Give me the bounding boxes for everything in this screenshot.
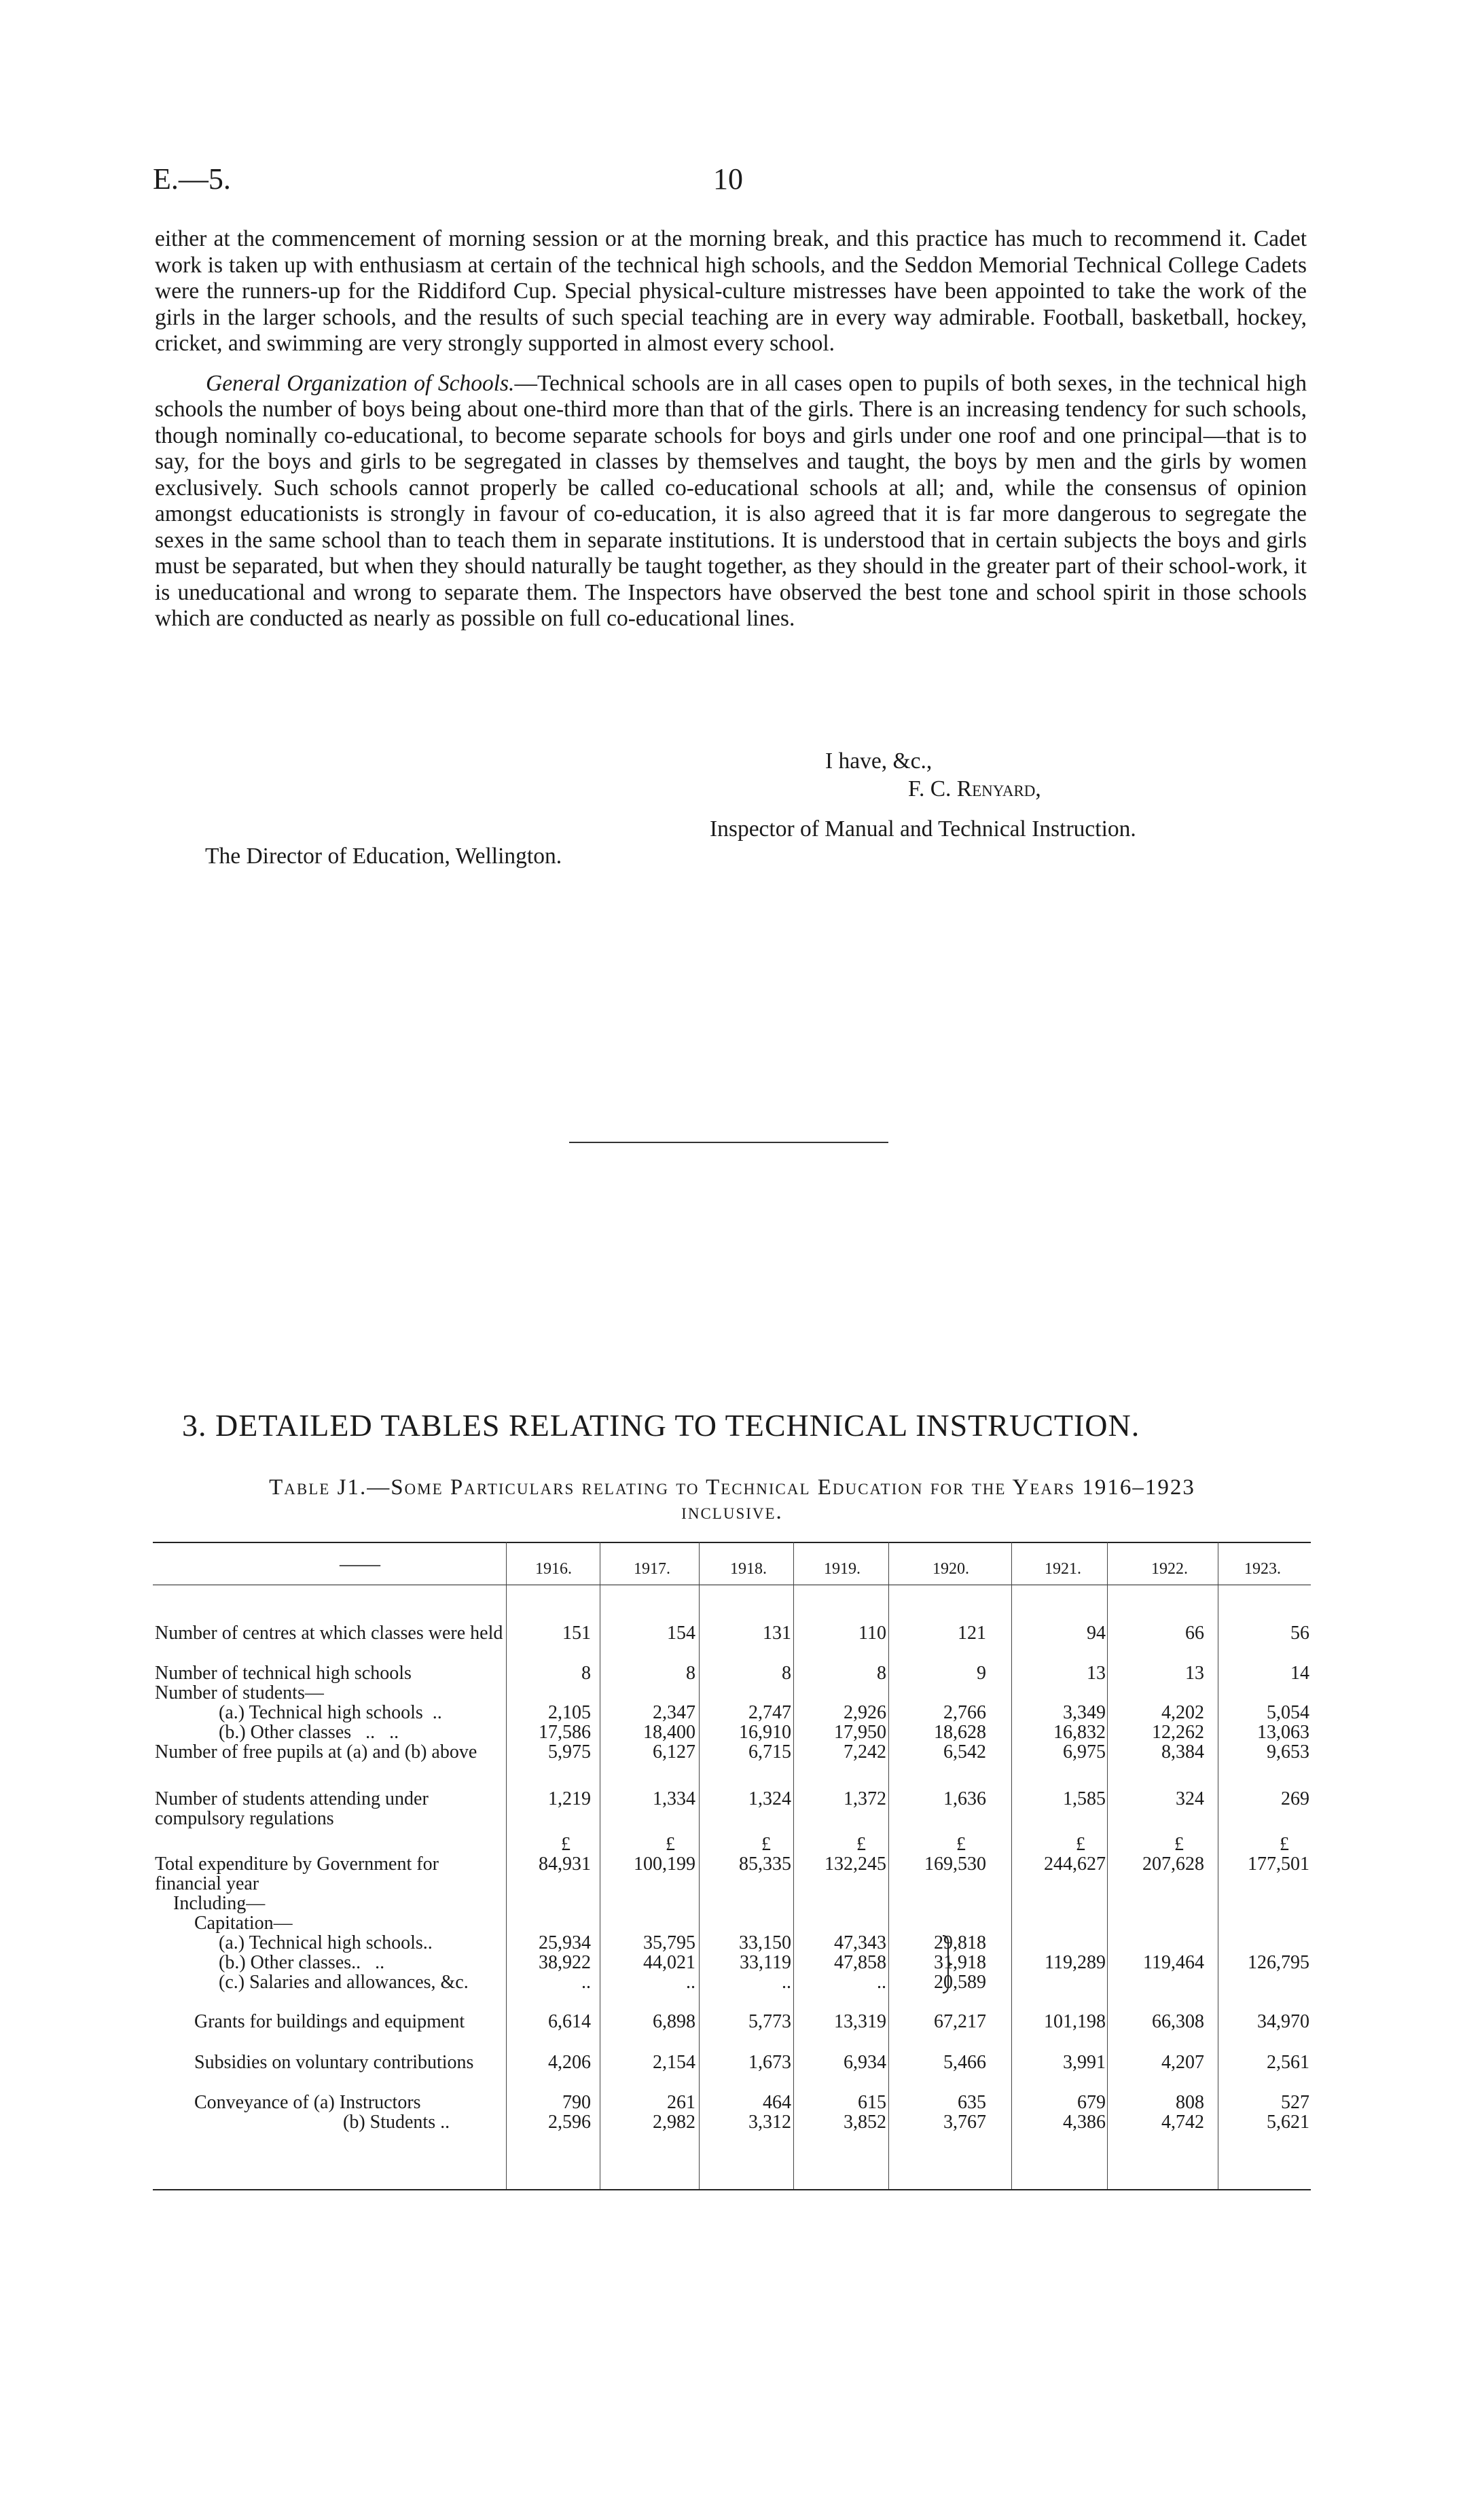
cell-grants-1922: 66,308 (1152, 2011, 1204, 2032)
cell-cap-b-1923: 126,795 (1248, 1952, 1309, 1973)
cell-conv-a-1919: 615 (858, 2092, 886, 2113)
cell-subsidies-1918: 1,673 (748, 2052, 791, 2073)
cell-conv-b-1921: 4,386 (1063, 2112, 1106, 2133)
cell-total-1919: 132,245 (825, 1854, 886, 1875)
addressee: The Director of Education, Wellington. (205, 844, 562, 869)
label-text: (b.) Other classes (219, 1952, 352, 1973)
cell-compulsory-1919: 1,372 (844, 1788, 886, 1809)
currency-symbol: £ (956, 1834, 966, 1855)
cell-students-a-1919: 2,926 (844, 1702, 886, 1723)
cell-cap-a-1920: 29,818 (934, 1932, 986, 1953)
cell-tech-high-1922: 13 (1185, 1663, 1204, 1684)
cell-grants-1916: 6,614 (548, 2011, 591, 2032)
currency-symbol: £ (856, 1834, 866, 1855)
cell-conv-a-1921: 679 (1077, 2092, 1106, 2113)
cell-compulsory-1918: 1,324 (748, 1788, 791, 1809)
year-header-1921: 1921. (1045, 1560, 1081, 1578)
cell-free-1918: 6,715 (748, 1741, 791, 1763)
cell-cap-b-1920: 31,918 (934, 1952, 986, 1973)
cell-total-1918: 85,335 (739, 1854, 791, 1875)
cell-centres-1919: 110 (858, 1623, 886, 1644)
row-label-compulsory: Number of students attending under compulsory regulations (155, 1788, 429, 1829)
cell-conv-b-1917: 2,982 (653, 2112, 695, 2133)
cell-conv-b-1916: 2,596 (548, 2112, 591, 2133)
cell-subsidies-1921: 3,991 (1063, 2052, 1106, 2073)
cell-compulsory-1921: 1,585 (1063, 1788, 1106, 1809)
signatory-name: F. C. Renyard, (908, 776, 1041, 801)
cell-free-1917: 6,127 (653, 1741, 695, 1763)
column-divider (1107, 1542, 1108, 2189)
cell-centres-1921: 94 (1087, 1623, 1106, 1644)
cell-cap-c-1917: .. (686, 1972, 695, 1993)
row-label-capitation: Capitation— (194, 1913, 293, 1934)
row-label-conv-a: Conveyance of (a) Instructors (194, 2092, 421, 2113)
table-corner: —— (340, 1553, 380, 1575)
cell-conv-a-1920: 635 (958, 2092, 986, 2113)
year-header-1918: 1918. (730, 1560, 767, 1578)
cell-tech-high-1919: 8 (877, 1663, 886, 1684)
cell-students-b-1921: 16,832 (1053, 1722, 1106, 1743)
cell-students-b-1916: 17,586 (539, 1722, 591, 1743)
currency-symbol: £ (561, 1834, 571, 1855)
cell-conv-b-1918: 3,312 (748, 2112, 791, 2133)
cell-students-a-1916: 2,105 (548, 1702, 591, 1723)
cell-free-1923: 9,653 (1267, 1741, 1309, 1763)
page-number: 10 (713, 162, 743, 196)
cell-subsidies-1917: 2,154 (653, 2052, 695, 2073)
cell-conv-a-1922: 808 (1176, 2092, 1204, 2113)
cell-total-1921: 244,627 (1044, 1854, 1106, 1875)
cell-total-1916: 84,931 (539, 1854, 591, 1875)
cell-grants-1921: 101,198 (1044, 2011, 1106, 2032)
cell-centres-1917: 154 (667, 1623, 695, 1644)
paragraph-2-heading: General Organization of Schools. (206, 370, 515, 396)
row-label-tech-high: Number of technical high schools (155, 1663, 412, 1684)
cell-students-a-1921: 3,349 (1063, 1702, 1106, 1723)
cell-centres-1922: 66 (1185, 1623, 1204, 1644)
cell-conv-b-1923: 5,621 (1267, 2112, 1309, 2133)
cell-cap-c-1919: .. (877, 1972, 886, 1993)
cell-total-1920: 169,530 (924, 1854, 986, 1875)
cell-grants-1919: 13,319 (834, 2011, 886, 2032)
cell-students-b-1923: 13,063 (1257, 1722, 1309, 1743)
paragraph-2 (155, 371, 1307, 632)
cell-centres-1916: 151 (562, 1623, 591, 1644)
label-text: (b.) Other classes (219, 1722, 352, 1743)
cell-conv-a-1916: 790 (562, 2092, 591, 2113)
row-label-students: Number of students— (155, 1682, 324, 1703)
cell-conv-b-1922: 4,742 (1161, 2112, 1204, 2133)
year-header-1917: 1917. (634, 1560, 670, 1578)
cell-grants-1918: 5,773 (748, 2011, 791, 2032)
cell-free-1922: 8,384 (1161, 1741, 1204, 1763)
cell-tech-high-1920: 9 (977, 1663, 986, 1684)
cell-total-1917: 100,199 (634, 1854, 695, 1875)
table-bottom-rule (153, 2189, 1311, 2190)
cell-cap-b-1922: 119,464 (1143, 1952, 1204, 1973)
cell-students-a-1922: 4,202 (1161, 1702, 1204, 1723)
cell-cap-b-1916: 38,922 (539, 1952, 591, 1973)
cell-compulsory-1920: 1,636 (943, 1788, 986, 1809)
cell-subsidies-1923: 2,561 (1267, 2052, 1309, 2073)
year-header-1920: 1920. (933, 1560, 969, 1578)
cell-cap-c-1918: .. (782, 1972, 791, 1993)
body-text (155, 226, 1307, 646)
table-top-rule (153, 1542, 1311, 1543)
cell-total-1923: 177,501 (1248, 1854, 1309, 1875)
cell-tech-high-1916: 8 (581, 1663, 591, 1684)
cell-free-1921: 6,975 (1063, 1741, 1106, 1763)
cell-cap-b-1918: 33,119 (740, 1952, 791, 1973)
cell-subsidies-1920: 5,466 (943, 2052, 986, 2073)
row-label-cap-b: (b.) Other classes.. .. (219, 1952, 385, 1973)
cell-students-b-1919: 17,950 (834, 1722, 886, 1743)
cell-grants-1923: 34,970 (1257, 2011, 1309, 2032)
cell-students-a-1918: 2,747 (748, 1702, 791, 1723)
cell-conv-a-1917: 261 (667, 2092, 695, 2113)
document-reference: E.—5. (153, 162, 231, 196)
cell-compulsory-1923: 269 (1281, 1788, 1309, 1809)
row-label-cap-a: (a.) Technical high schools.. (219, 1932, 433, 1953)
section-title: 3. DETAILED TABLES RELATING TO TECHNICAL INSTRUCTION. (182, 1408, 1140, 1443)
row-label-total: Total expenditure by Government for financial year (155, 1854, 439, 1894)
currency-symbol: £ (1174, 1834, 1184, 1855)
column-divider (888, 1542, 889, 2189)
cell-conv-a-1923: 527 (1281, 2092, 1309, 2113)
cell-students-a-1920: 2,766 (943, 1702, 986, 1723)
paragraph-1: either at the commencement of morning session or at the morning break, and this practice has much to recommend it. Cadet work is taken up with enthusiasm at certain of the technical high schools, and the Seddon Memorial Technical College Cadets were the runners-up for the Riddiford Cup. Special physical-culture mistresses have been appointed to take the work of the girls in the larger schools, and the results of such special teaching are in every way admirable. Football, basketball, hockey, cricket, and swimming are very strongly supported in almost every school. (155, 226, 1307, 356)
cell-tech-high-1923: 14 (1290, 1663, 1309, 1684)
year-header-1923: 1923. (1244, 1560, 1281, 1578)
cell-cap-a-1917: 35,795 (643, 1932, 695, 1953)
currency-symbol: £ (666, 1834, 675, 1855)
cell-cap-c-1916: .. (581, 1972, 591, 1993)
cell-conv-b-1919: 3,852 (844, 2112, 886, 2133)
signatory-title: Inspector of Manual and Technical Instruction. (710, 816, 1136, 842)
page-header (153, 162, 1307, 202)
cell-centres-1923: 56 (1290, 1623, 1309, 1644)
closing: I have, &c., (825, 748, 933, 774)
table-title-line-1: Table J1.—Some Particulars relating to Technical Education for the Years 1916–1923 (269, 1475, 1195, 1500)
cell-total-1922: 207,628 (1142, 1854, 1204, 1875)
row-label-cap-c: (c.) Salaries and allowances, &c. (219, 1972, 469, 1993)
year-header-1919: 1919. (824, 1560, 861, 1578)
cell-students-a-1917: 2,347 (653, 1702, 695, 1723)
table-title (158, 1475, 1307, 1524)
label-text: (a.) Technical high schools (219, 1702, 423, 1723)
row-label-centres: Number of centres at which classes were held (155, 1623, 503, 1644)
cell-free-1920: 6,542 (943, 1741, 986, 1763)
section-divider (569, 1142, 888, 1143)
cell-students-b-1918: 16,910 (739, 1722, 791, 1743)
row-label-grants: Grants for buildings and equipment (194, 2011, 465, 2032)
year-header-1916: 1916. (535, 1560, 572, 1578)
cell-cap-a-1916: 25,934 (539, 1932, 591, 1953)
cell-cap-b-1917: 44,021 (643, 1952, 695, 1973)
cell-students-b-1920: 18,628 (934, 1722, 986, 1743)
cell-free-1916: 5,975 (548, 1741, 591, 1763)
paragraph-2-text: —Technical schools are in all cases open to pupils of both sexes, in the technical high schools the number of boys being about one-third more than that of the girls. There is an increasing tendency for such schools, though nominally co-educational, to become separate schools for boys and girls under one roof and one principal—that is to say, for the boys and girls to be segregated in classes by themselves and taught, the boys by men and the girls by women exclusively. Such schools cannot properly be called co-educational schools at all; and, while the consensus of opinion amongst educationists is strongly in favour of co-education, it is also agreed that it is far more dangerous to segregate the sexes in the same school than to teach them in separate institutions. It is understood that in certain subjects the boys and girls must be separated, but when they should naturally be taught together, as they should in the greater part of their school-work, it is uneducational and wrong to separate them. The Inspectors have observed the best tone and school spirit in those schools which are conducted as nearly as possible on full co-educational lines. (155, 370, 1307, 631)
label-text: (b) Students (343, 2112, 436, 2133)
cell-centres-1918: 131 (763, 1623, 791, 1644)
row-label-students-b: (b.) Other classes .. .. (219, 1722, 399, 1743)
column-divider (1011, 1542, 1012, 2189)
cell-free-1919: 7,242 (844, 1741, 886, 1763)
column-divider (699, 1542, 700, 2189)
cell-tech-high-1917: 8 (686, 1663, 695, 1684)
cell-grants-1920: 67,217 (934, 2011, 986, 2032)
cell-tech-high-1918: 8 (782, 1663, 791, 1684)
column-divider (793, 1542, 794, 2189)
row-label-conv-b: (b) Students .. (343, 2112, 450, 2133)
cell-students-b-1922: 12,262 (1152, 1722, 1204, 1743)
currency-symbol: £ (761, 1834, 771, 1855)
cell-subsidies-1916: 4,206 (548, 2052, 591, 2073)
cell-students-a-1923: 5,054 (1267, 1702, 1309, 1723)
cell-conv-a-1918: 464 (763, 2092, 791, 2113)
cell-cap-b-1919: 47,858 (834, 1952, 886, 1973)
row-label-subsidies: Subsidies on voluntary contributions (194, 2052, 474, 2073)
cell-subsidies-1919: 6,934 (844, 2052, 886, 2073)
cell-cap-c-1920: 20,589 (934, 1972, 986, 1993)
row-label-students-a: (a.) Technical high schools .. (219, 1702, 442, 1723)
cell-cap-b-1921: 119,289 (1045, 1952, 1106, 1973)
currency-symbol: £ (1076, 1834, 1085, 1855)
cell-compulsory-1922: 324 (1176, 1788, 1204, 1809)
cell-grants-1917: 6,898 (653, 2011, 695, 2032)
cell-compulsory-1916: 1,219 (548, 1788, 591, 1809)
label-text: (a.) Technical high schools (219, 1932, 423, 1953)
year-header-1922: 1922. (1151, 1560, 1188, 1578)
cell-cap-a-1919: 47,343 (834, 1932, 886, 1953)
cell-conv-b-1920: 3,767 (943, 2112, 986, 2133)
cell-compulsory-1917: 1,334 (653, 1788, 695, 1809)
cell-cap-a-1918: 33,150 (739, 1932, 791, 1953)
row-label-including: Including— (173, 1893, 266, 1914)
cell-tech-high-1921: 13 (1087, 1663, 1106, 1684)
currency-symbol: £ (1280, 1834, 1289, 1855)
row-label-free: Number of free pupils at (a) and (b) above (155, 1741, 477, 1763)
cell-subsidies-1922: 4,207 (1161, 2052, 1204, 2073)
table-title-line-2: inclusive. (681, 1500, 783, 1524)
cell-students-b-1917: 18,400 (643, 1722, 695, 1743)
cell-centres-1920: 121 (958, 1623, 986, 1644)
